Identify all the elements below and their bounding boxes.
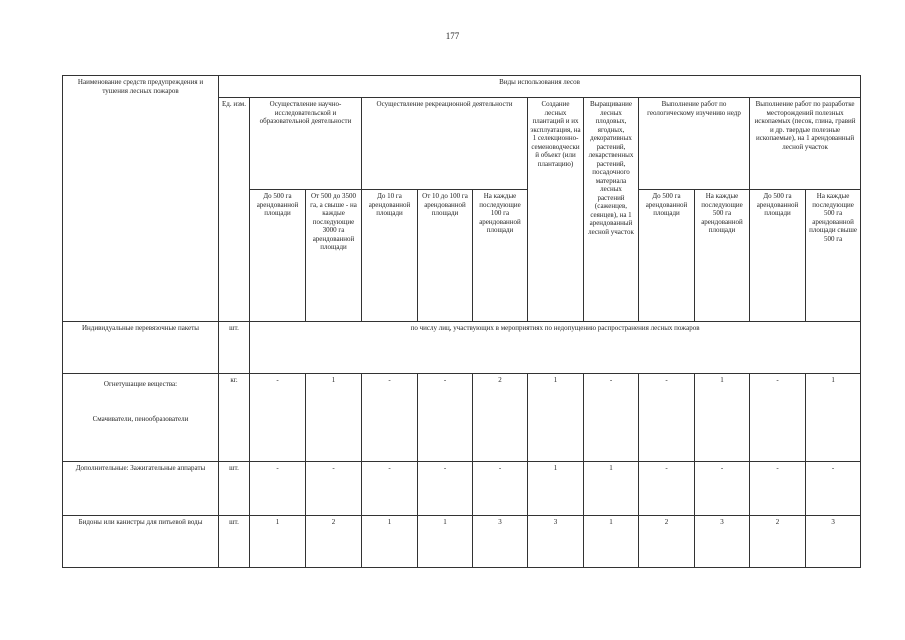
table-cell: 1 — [418, 516, 473, 568]
table-cell: 1 — [528, 374, 584, 462]
table-cell: - — [750, 374, 806, 462]
row-unit: шт. — [219, 322, 250, 374]
header-usage-types: Виды использования лесов — [219, 76, 861, 98]
table-cell: 1 — [250, 516, 306, 568]
header-group-cultivation: Выращивание лесных плодовых, ягодных, декоративных растений, лекарственных растений, посадочного материала лесных растений (саженцев, сеянцев), на 1 арендованный лесной участок — [584, 98, 639, 322]
header-group-plantations: Создание лесных плантаций и их эксплуатация, на 1 селекционно-семеноводческий объект (или плантацию) — [528, 98, 584, 322]
table-cell: 2 — [473, 374, 528, 462]
header-sub-cell: До 500 га арендованной площади — [639, 190, 695, 322]
header-group-mining: Выполнение работ по разработке месторождений полезных ископаемых (песок, глина, гравий и др. твердые полезные ископаемые), на 1 арендованный лесной участок — [750, 98, 861, 190]
fire-equipment-table — [62, 75, 861, 568]
row-name: Бидоны или канистры для питьевой воды — [63, 516, 219, 568]
table-cell: 2 — [639, 516, 695, 568]
row-group-label: Огнетушащие вещества: — [103, 380, 178, 388]
row-name: Индивидуальные перевязочные пакеты — [63, 322, 219, 374]
row-name: Дополнительные: Зажигательные аппараты — [63, 462, 219, 516]
table-cell: 1 — [806, 374, 861, 462]
header-unit: Ед. изм. — [219, 98, 250, 322]
row-note: по числу лиц, участвующих в мероприятиях по недопущению распространения лесных пожаров — [250, 322, 861, 374]
row-unit: шт. — [219, 462, 250, 516]
table-cell: - — [695, 462, 750, 516]
table-cell: - — [639, 462, 695, 516]
table-cell: - — [362, 462, 418, 516]
table-cell: 1 — [584, 516, 639, 568]
header-group-geology: Выполнение работ по геологическому изучению недр — [639, 98, 750, 190]
table-row-packs — [63, 322, 861, 374]
row-unit: кг. — [219, 374, 250, 462]
header-sub-cell: На каждые последующие 100 га арендованной площади — [473, 190, 528, 322]
table-cell: - — [584, 374, 639, 462]
table-cell: - — [750, 462, 806, 516]
table-cell: - — [639, 374, 695, 462]
table-cell: 3 — [473, 516, 528, 568]
header-sub-cell: До 10 га арендованной площади — [362, 190, 418, 322]
header-sub-cell: На каждые последующие 500 га арендованной площади — [695, 190, 750, 322]
header-sub-cell: От 10 до 100 га арендованной площади — [418, 190, 473, 322]
header-sub-cell: От 500 до 3500 га, а свыше - на каждые последующие 3000 га арендованной площади — [306, 190, 362, 322]
table-cell: - — [418, 462, 473, 516]
header-sub-cell: На каждые последующие 500 га арендованной площади свыше 500 га — [806, 190, 861, 322]
table-cell: 1 — [362, 516, 418, 568]
table-cell: 3 — [528, 516, 584, 568]
table-cell: - — [250, 462, 306, 516]
table-cell: 2 — [306, 516, 362, 568]
table-cell: - — [306, 462, 362, 516]
table-cell: 3 — [695, 516, 750, 568]
header-group-research: Осуществление научно-исследовательской и образовательной деятельности — [250, 98, 362, 190]
table-cell: 3 — [806, 516, 861, 568]
row-name — [63, 374, 219, 462]
table-cell: - — [250, 374, 306, 462]
table-cell: 1 — [695, 374, 750, 462]
header-sub-cell: До 500 га арендованной площади — [250, 190, 306, 322]
row-unit: шт. — [219, 516, 250, 568]
header-sub-cell: До 500 га арендованной площади — [750, 190, 806, 322]
table-cell: 1 — [584, 462, 639, 516]
table-cell: 1 — [528, 462, 584, 516]
table-row-agents — [63, 374, 861, 462]
table-cell: - — [362, 374, 418, 462]
page-number: 177 — [445, 31, 460, 41]
table-row-water — [63, 516, 861, 568]
table-cell: - — [418, 374, 473, 462]
table-cell: - — [473, 462, 528, 516]
row-name-text: Смачиватели, пенообразователи — [92, 414, 189, 423]
table-cell: - — [806, 462, 861, 516]
header-row-1 — [63, 76, 861, 98]
table-cell: 1 — [306, 374, 362, 462]
table-row-ignition — [63, 462, 861, 516]
header-group-recreation: Осуществление рекреационной деятельности — [362, 98, 528, 190]
table-cell: 2 — [750, 516, 806, 568]
header-name-column: Наименование средств предупреждения и тушения лесных пожаров — [63, 76, 219, 322]
